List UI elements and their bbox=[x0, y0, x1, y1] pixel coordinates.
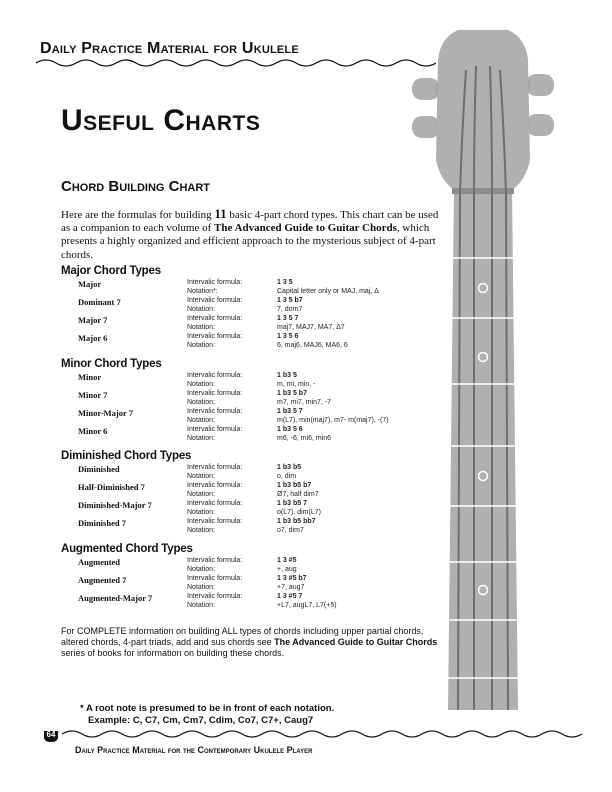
chord-row-half-diminished-7: Half-Diminished 7 Intervalic formula: 1 b3 b5 b7 Notation: Ø7, half dim7 bbox=[78, 482, 319, 498]
chord-row-minor: Minor Intervalic formula: 1 b3 5 Notation: m, mi, min, - bbox=[78, 372, 316, 388]
group-title-minor: Minor Chord Types bbox=[61, 358, 162, 370]
group-title-augmented: Augmented Chord Types bbox=[61, 543, 193, 555]
tuning-peg-icon bbox=[412, 78, 440, 100]
chord-row-diminished: Diminished Intervalic formula: 1 b3 b5 Notation: o, dim bbox=[78, 464, 302, 480]
footer-info-paragraph: For COMPLETE information on building ALL types of chords including upper partial chords, altered chords, 4-part triads, add and sus chords see The Advanced Guide to Guitar Chords series of books for information on building these chords. bbox=[61, 626, 438, 658]
chord-row-major-6: Major 6 Intervalic formula: 1 3 5 6 Notation: 6, maj6, MAJ6, MA6, 6 bbox=[78, 333, 348, 349]
page-number: 64 bbox=[46, 730, 56, 739]
page-title: Useful Charts bbox=[61, 104, 261, 137]
footer-wavy-rule bbox=[62, 728, 582, 740]
chord-row-augmented: Augmented Intervalic formula: 1 3 #5 Notation: +, aug bbox=[78, 557, 297, 573]
tuning-peg-icon bbox=[526, 114, 554, 136]
footer-title: Daily Practice Material for the Contemporary Ukulele Player bbox=[75, 745, 313, 755]
root-note-footnote: * A root note is presumed to be in front of each notation. Example: C, C7, Cm, Cm7, Cdim, Co7, C7+, Caug7 bbox=[80, 703, 335, 726]
chord-row-major: Major Intervalic formula: 1 3 5 Notation*: Capital letter only or MAJ, maj, Δ bbox=[78, 279, 379, 295]
section-title: Chord Building Chart bbox=[61, 178, 210, 195]
header-title: Daily Practice Material for Ukulele bbox=[40, 40, 299, 57]
tuning-peg-icon bbox=[526, 74, 554, 96]
chord-row-minor-7: Minor 7 Intervalic formula: 1 b3 5 b7 Notation: m7, mi7, min7, -7 bbox=[78, 390, 332, 406]
chord-row-minor-6: Minor 6 Intervalic formula: 1 b3 5 6 Notation: m6, -6, mi6, min6 bbox=[78, 426, 332, 442]
chord-row-diminished-major-7: Diminished-Major 7 Intervalic formula: 1 b3 b5 7 Notation: o(L7), dim(L7) bbox=[78, 500, 321, 516]
chord-row-augmented-major-7: Augmented-Major 7 Intervalic formula: 1 3 #5 7 Notation: +L7, augL7, L7(+5) bbox=[78, 593, 337, 609]
intro-paragraph: Here are the formulas for building 11 basic 4-part chord types. This chart can be used as a companion to each volume of The Advanced Guide to Guitar Chords, which presents a highly organized and efficient approach to the mysterious subject of 4-part chords. bbox=[61, 206, 439, 261]
page-number-badge bbox=[42, 729, 60, 743]
chord-row-major-7: Major 7 Intervalic formula: 1 3 5 7 Notation: maj7, MAJ7, MA7, Δ7 bbox=[78, 315, 345, 331]
chord-row-augmented-7: Augmented 7 Intervalic formula: 1 3 #5 b7 Notation: +7, aug7 bbox=[78, 575, 307, 591]
tuning-peg-icon bbox=[412, 116, 440, 138]
chord-row-dominant-7: Dominant 7 Intervalic formula: 1 3 5 b7 Notation: 7, dom7 bbox=[78, 297, 303, 313]
chord-row-diminished-7: Diminished 7 Intervalic formula: 1 b3 b5 bb7 Notation: o7, dim7 bbox=[78, 518, 316, 534]
header-wavy-rule bbox=[36, 57, 436, 71]
chord-row-minor-major-7: Minor-Major 7 Intervalic formula: 1 b3 5 7 Notation: m(L7), min(maj7), m7- m(maj7), -(7) bbox=[78, 408, 389, 424]
group-title-diminished: Diminished Chord Types bbox=[61, 450, 192, 462]
group-title-major: Major Chord Types bbox=[61, 265, 161, 277]
